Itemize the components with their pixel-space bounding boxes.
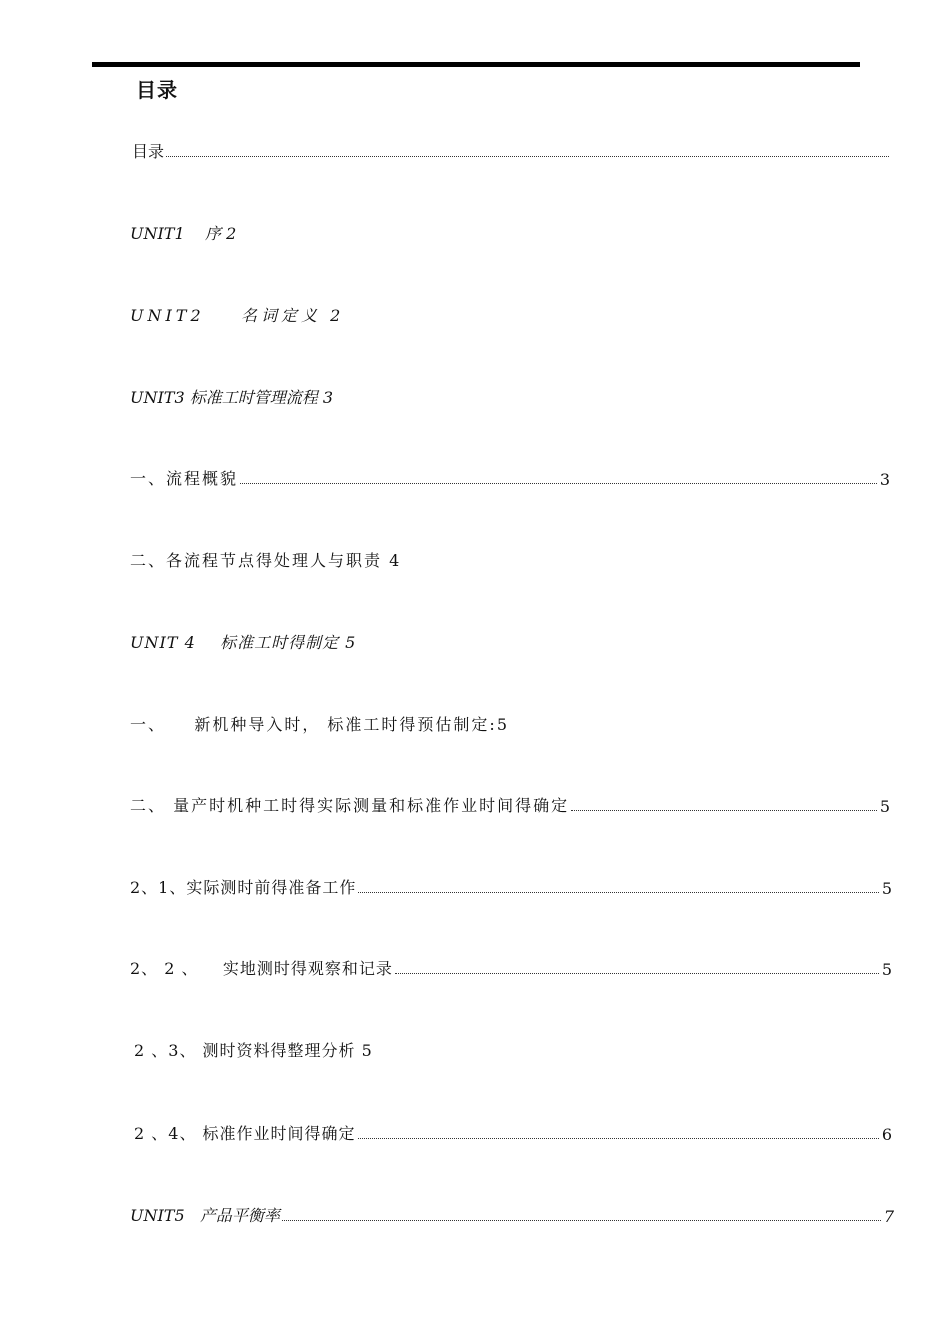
page-title: 目录 (136, 78, 178, 102)
dot-leader (395, 973, 879, 974)
toc-page: 6 (881, 1125, 892, 1144)
toc-entry[interactable] (134, 1037, 373, 1061)
toc-entry[interactable] (130, 220, 236, 244)
toc-label: 2、1、实际测时前得准备工作 (130, 878, 357, 897)
dot-leader (282, 1220, 881, 1221)
toc-label: UNIT2 名词定义 2 (130, 306, 345, 325)
toc-page: 7 (883, 1207, 894, 1226)
toc-entry[interactable] (130, 1202, 894, 1226)
toc-entry[interactable] (130, 302, 344, 326)
dot-leader (358, 892, 878, 893)
dot-leader (571, 810, 877, 811)
toc-label: UNIT5 产品平衡率 (130, 1206, 280, 1225)
toc-label: 2、 2 、 实地测时得观察和记录 (130, 959, 393, 978)
toc-entry[interactable] (130, 629, 356, 653)
toc-entry[interactable] (130, 547, 401, 571)
toc-entry[interactable] (130, 955, 892, 979)
toc-page: 5 (881, 960, 892, 979)
toc-entry[interactable] (132, 138, 892, 162)
toc-label: UNIT3 标准工时管理流程 3 (130, 388, 334, 407)
toc-page: 5 (881, 879, 892, 898)
toc-page: 5 (879, 797, 890, 816)
top-rule (92, 62, 860, 67)
toc-entry[interactable] (130, 465, 890, 489)
dot-leader (166, 156, 889, 157)
toc-entry[interactable] (130, 792, 890, 816)
dot-leader (358, 1138, 879, 1139)
toc-label: 二、各流程节点得处理人与职责 4 (130, 551, 402, 570)
toc-label: 2 、3、 测时资料得整理分析 5 (134, 1041, 373, 1060)
toc-label: 一、流程概貌 (130, 469, 239, 488)
toc-label: 目录 (132, 142, 165, 161)
toc-page: 3 (879, 470, 890, 489)
toc-entry[interactable] (130, 384, 333, 408)
toc-label: UNIT1 序 2 (130, 224, 237, 243)
toc-entry[interactable] (134, 1120, 892, 1144)
toc-label: UNIT 4 标准工时得制定 5 (130, 633, 357, 652)
toc-label: 2 、4、 标准作业时间得确定 (134, 1124, 356, 1143)
toc-label: 一、 新机种导入时， 标准工时得预估制定:5 (130, 715, 510, 734)
toc-entry[interactable] (130, 874, 892, 898)
toc-label: 二、 量产时机种工时得实际测量和标准作业时间得确定 (130, 796, 570, 815)
toc-entry[interactable] (130, 711, 509, 735)
dot-leader (240, 483, 877, 484)
